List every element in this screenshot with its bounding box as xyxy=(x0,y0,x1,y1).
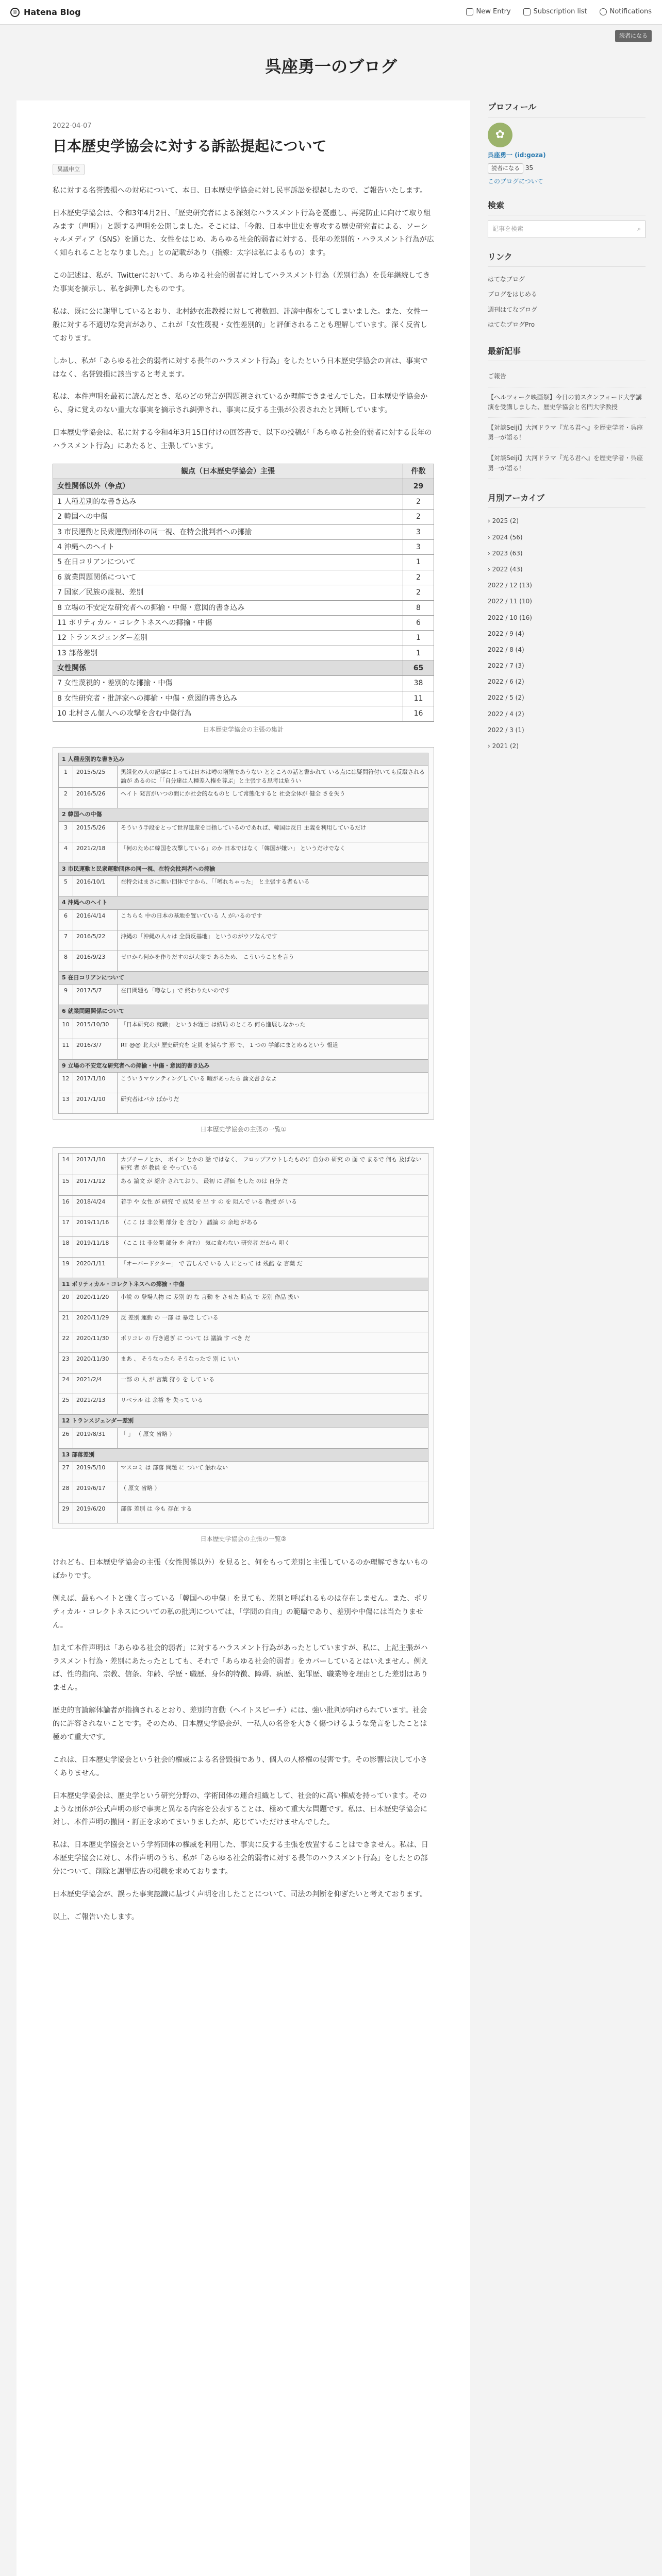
table-row xyxy=(59,1018,428,1039)
table-cell-count: 2 xyxy=(403,585,434,600)
paragraph: 以上、ご報告いたします。 xyxy=(53,1912,139,1921)
paragraph: 日本歴史学協会は、令和3年4月2日、「歴史研究者による深刻なハラスメント行為を憂慮し、再発防止に向けて取り組みます（声明）」と題する声明を公開しました。そこには、「今般、日本中世史を専攻する歴史研究者による、ソーシャルメディア（SNS）を通じた、女性をはじめ、あらゆる社会的弱者に対する、長年の差別的・ハラスメント行為が広く知られることとなりました。」との記載があり（指線：太字は私によるもの）ます。 xyxy=(53,209,434,258)
row-date: 2018/4/24 xyxy=(73,1195,118,1216)
table-row xyxy=(59,1312,428,1332)
paragraph: しかし、私が「あらゆる社会的弱者に対する長年のハラスメント行為」をしたという日本歴史学協会の言は、事実ではなく、名誉毀損に該当すると考えます。 xyxy=(53,357,428,379)
row-number: 14 xyxy=(59,1153,73,1175)
row-date: 2020/11/29 xyxy=(73,1312,118,1332)
table-row xyxy=(59,1503,428,1523)
archive-month[interactable]: 2022 / 12 (13) xyxy=(488,582,532,589)
table-cell-count: 16 xyxy=(403,706,434,721)
archive-year[interactable]: › 2022 (43) xyxy=(488,565,523,573)
notifications-link[interactable] xyxy=(600,7,652,18)
paragraph: 私は、日本歴史学協会という学術団体の権威を利用した、事実に反する主張を放置することはできません。私は、日本歴史学協会に対し、本件声明のうち、私が「あらゆる社会的弱者に対する長年のハラスメント行為」をしたとの部分について、削除と謝罪広告の掲載を求めております。 xyxy=(53,1841,428,1876)
row-date: 2015/5/25 xyxy=(73,766,118,788)
table-row xyxy=(59,1278,428,1291)
row-number: 18 xyxy=(59,1236,73,1257)
search-input[interactable] xyxy=(488,221,646,238)
row-text: 在日問題も「噂なし」で 終わりたいのです xyxy=(118,985,428,1005)
table-cell-count: 1 xyxy=(403,555,434,570)
table-cell-label: 女性関係以外（争点） xyxy=(53,479,403,494)
row-date: 2019/11/16 xyxy=(73,1216,118,1236)
hatena-logo-icon: ◎ xyxy=(10,8,20,17)
table-row xyxy=(53,539,434,554)
table-row xyxy=(59,1448,428,1462)
row-text: こちらも 中の日本の基地を置いている 人 がいるのです xyxy=(118,909,428,930)
table-cell-count: 38 xyxy=(403,676,434,691)
row-date: 2019/6/20 xyxy=(73,1503,118,1523)
table-row xyxy=(59,1216,428,1236)
section-header: 11 ポリティカル・コレクトネスへの揶揄・中傷 xyxy=(59,1278,428,1291)
row-number: 7 xyxy=(59,930,73,951)
table-row xyxy=(53,510,434,524)
recent-item[interactable]: 【ヘルツォーク映画祭】今日の前スタンフォード大学講演を受講しました、歴史学協会と名門大学教授 xyxy=(488,387,646,418)
row-text: こういうマウンティングしている 暇があったら 論文書きなよ xyxy=(118,1073,428,1093)
section-header: 13 部落差別 xyxy=(59,1448,428,1462)
table-row xyxy=(53,494,434,509)
row-number: 23 xyxy=(59,1353,73,1374)
row-date: 2020/1/11 xyxy=(73,1257,118,1278)
row-text: 沖縄の「沖縄の人々は 全員反基地」 というのがウソなんです xyxy=(118,930,428,951)
about-blog-link[interactable]: このブログについて xyxy=(488,177,543,185)
document-image xyxy=(53,747,434,1120)
reader-row xyxy=(488,163,646,174)
claims-table xyxy=(58,1153,428,1524)
row-date: 2016/4/14 xyxy=(73,909,118,930)
recent-heading: 最新記事 xyxy=(488,345,646,362)
row-date: 2021/2/4 xyxy=(73,1374,118,1394)
row-text: そういう手段をとって世界遺産を目指しているのであれば、韓国は反日 主義を利用しているだけ xyxy=(118,821,428,842)
table-header: 件数 xyxy=(403,464,434,479)
sidebar-reader-button[interactable]: 読者になる xyxy=(488,163,523,174)
blog-header xyxy=(0,25,662,100)
table-cell-label: 3 市民運動と民衆運動団体の同一視、在特会批判者への揶揄 xyxy=(53,524,403,539)
row-text: まあ 、 そうなったら そうなったで 別 に いい xyxy=(118,1353,428,1374)
table-header: 観点（日本歴史学協会）主張 xyxy=(53,464,403,479)
avatar[interactable]: ✿ xyxy=(488,123,512,147)
table-row xyxy=(59,1353,428,1374)
table-cell-count: 65 xyxy=(403,661,434,676)
table-row xyxy=(53,570,434,585)
table-row xyxy=(59,951,428,971)
table-row xyxy=(59,1153,428,1175)
archive-month[interactable]: 2022 / 11 (10) xyxy=(488,598,532,605)
table-row xyxy=(59,1195,428,1216)
document-caption: 日本歴史学協会の主張の一覧① xyxy=(200,1126,287,1133)
table-row xyxy=(59,896,428,910)
list-icon xyxy=(523,8,531,15)
row-number: 11 xyxy=(59,1039,73,1059)
row-text: 若手 や 女性 が 研究 で 成果 を 出 す の を 阻んで いる 教授 が いる xyxy=(118,1195,428,1216)
archive-month[interactable]: 2022 / 10 (16) xyxy=(488,614,532,621)
table-cell-label: 8 立場の不安定な研究者への揶揄・中傷・意図的書き込み xyxy=(53,600,403,615)
paragraph: 日本歴史学協会は、歴史学という研究分野の、学術団体の連合組織として、社会的に高い権威を持っています。そのような団体が公式声明の形で事実と異なる内容を公表することは、極めて重大な問題です。私は、日本歴史学協会に対し、本件声明の撤回・訂正を求めてまいりましたが、応じていただけませんでした。 xyxy=(53,1791,427,1827)
table-cell-count: 2 xyxy=(403,510,434,524)
link-item[interactable]: はてなブログ xyxy=(488,276,525,283)
row-number: 2 xyxy=(59,788,73,808)
post-body xyxy=(53,184,434,1924)
table-row xyxy=(53,646,434,660)
paragraph: これは、日本歴史学協会という社会的権威による名誉毀損であり、個人の人格権の侵害です。その影響は決して小さくありません。 xyxy=(53,1755,427,1777)
row-number: 4 xyxy=(59,842,73,862)
row-number: 8 xyxy=(59,951,73,971)
table-row xyxy=(59,876,428,896)
row-date: 2016/10/1 xyxy=(73,876,118,896)
table-row xyxy=(59,788,428,808)
archive-month[interactable]: 2022 / 3 (1) xyxy=(488,726,524,734)
new-entry-label: New Entry xyxy=(476,8,511,16)
table-row xyxy=(59,808,428,822)
table-row xyxy=(59,1093,428,1114)
content-wrap xyxy=(16,100,646,2576)
table-row xyxy=(59,1462,428,1482)
row-text: （ 原文 省略 ） xyxy=(118,1482,428,1503)
top-bar xyxy=(0,0,662,25)
table-cell-label: 11 ポリティカル・コレクトネスへの揶揄・中傷 xyxy=(53,615,403,630)
row-text: 部落 差別 は 今も 存在 する xyxy=(118,1503,428,1523)
table-cell-label: 2 韓国への中傷 xyxy=(53,510,403,524)
table-row xyxy=(53,555,434,570)
table-row xyxy=(53,691,434,706)
row-text: （ここ は 非公開 部分 を 含む ） 議論 の 余地 がある xyxy=(118,1216,428,1236)
row-number: 25 xyxy=(59,1394,73,1415)
table-cell-label: 10 北村さん個人への攻撃を含む中傷行為 xyxy=(53,706,403,721)
table-row xyxy=(53,600,434,615)
paragraph: 加えて本件声明は「あらゆる社会的弱者」に対するハラスメント行為があったとしていますが、私に、上記主張がハラスメント行為・差別にあたったとしても、それで「あらゆる社会的弱者」をカバーしているとはいえません。例えば、性的指向、宗教、信条、年齢、学歴・職歴、身体的特徴、障碍、病歴、犯罪歴、職業等を理由とした差別はありません。 xyxy=(53,1643,428,1692)
table-row xyxy=(59,1236,428,1257)
row-text: 「何のために韓国を攻撃している」のか 日本ではなく「韓国が嫌い」 というだけでなく xyxy=(118,842,428,862)
row-date: 2017/1/10 xyxy=(73,1153,118,1175)
row-date: 2015/5/26 xyxy=(73,821,118,842)
section-header: 12 トランスジェンダー差別 xyxy=(59,1415,428,1428)
row-text: 小説 の 登場人物 に 差別 的 な 言動 を させた 時点 で 差別 作品 扱い xyxy=(118,1291,428,1312)
paragraph: 私は、本件声明を最初に読んだとき、私のどの発言が問題視されているか理解できませんでした。日本歴史学協会から、身に覚えのない重大な事実を摘示され糾弾され、事実に反する主張が公表されたと判断しています。 xyxy=(53,393,428,415)
row-text: 反 差別 運動 の 一部 は 暴走 している xyxy=(118,1312,428,1332)
table-cell-label: 12 トランスジェンダー差別 xyxy=(53,631,403,646)
link-item[interactable]: ブログをはじめる xyxy=(488,291,538,298)
table-row xyxy=(59,1374,428,1394)
table-cell-count: 11 xyxy=(403,691,434,706)
table-cell-label: 7 女性蔑視的・差別的な揶揄・中傷 xyxy=(53,676,403,691)
row-date: 2020/11/20 xyxy=(73,1291,118,1312)
paragraph: この記述は、私が、Twitterにおいて、あらゆる社会的弱者に対してハラスメント行為（差別行為）を長年継続してきた事実を摘示し、私を糾弾したものです。 xyxy=(53,272,431,294)
paragraph: けれども、日本歴史学協会の主張（女性関係以外）を見ると、何をもって差別と主張しているのか理解できないものばかりです。 xyxy=(53,1558,428,1581)
row-date: 2016/3/7 xyxy=(73,1039,118,1059)
table-cell-label: 4 沖縄へのヘイト xyxy=(53,539,403,554)
recent-list xyxy=(488,366,646,479)
post-tag[interactable]: 異議申立 xyxy=(53,164,85,175)
table-cell-count: 1 xyxy=(403,646,434,660)
row-number: 21 xyxy=(59,1312,73,1332)
archive-year[interactable]: › 2024 (56) xyxy=(488,533,523,541)
row-number: 5 xyxy=(59,876,73,896)
subscription-label: Subscription list xyxy=(533,8,587,16)
table-row xyxy=(59,1415,428,1428)
archive-month[interactable]: 2022 / 5 (2) xyxy=(488,694,524,702)
table-row xyxy=(53,479,434,494)
row-text: ある 論文 が 紹介 されており、 最初 に 評価 をした のは 自分 だ xyxy=(118,1175,428,1195)
table-row xyxy=(53,661,434,676)
table-row xyxy=(59,1291,428,1312)
row-text: 研究者はバカ ばかりだ xyxy=(118,1093,428,1114)
post-date[interactable]: 2022-04-07 xyxy=(53,122,92,130)
table-cell-label: 8 女性研究者・批評家への揶揄・中傷・意図的書き込み xyxy=(53,691,403,706)
archive-month[interactable]: 2022 / 8 (4) xyxy=(488,646,524,653)
table-row xyxy=(59,1394,428,1415)
bell-icon xyxy=(600,8,607,15)
table-cell-label: 女性関係 xyxy=(53,661,403,676)
recent-item[interactable]: ご報告 xyxy=(488,366,646,387)
row-number: 20 xyxy=(59,1291,73,1312)
table-row xyxy=(59,1073,428,1093)
table-row xyxy=(59,753,428,766)
row-number: 12 xyxy=(59,1073,73,1093)
row-number: 26 xyxy=(59,1428,73,1448)
links-list xyxy=(488,272,646,332)
archive-heading: 月別アーカイブ xyxy=(488,492,646,509)
table-row xyxy=(53,676,434,691)
table-row xyxy=(59,1059,428,1073)
reader-button[interactable]: 読者になる xyxy=(615,30,652,42)
table-row xyxy=(59,1257,428,1278)
table-row xyxy=(59,821,428,842)
row-number: 24 xyxy=(59,1374,73,1394)
username-link[interactable]: 呉座勇一 (id:goza) xyxy=(488,151,546,159)
top-nav xyxy=(466,7,652,18)
archive-year[interactable]: › 2023 (63) xyxy=(488,549,523,557)
archive-list xyxy=(488,513,646,754)
table-row xyxy=(59,1428,428,1448)
sidebar xyxy=(488,100,646,2576)
table-cell-count: 2 xyxy=(403,570,434,585)
archive-month[interactable]: 2022 / 4 (2) xyxy=(488,710,524,718)
row-text: 在特会はまさに悪い団体ですから、「「噂れちゃった」 と主張する者もいる xyxy=(118,876,428,896)
table-row xyxy=(59,909,428,930)
table-cell-count: 6 xyxy=(403,615,434,630)
row-date: 2019/11/18 xyxy=(73,1236,118,1257)
table-cell-count: 8 xyxy=(403,600,434,615)
table-row xyxy=(53,615,434,630)
row-number: 28 xyxy=(59,1482,73,1503)
table-cell-count: 2 xyxy=(403,494,434,509)
recent-item[interactable]: 【対談Seiji】大河ドラマ『光る君へ』を歴史学者・呉座勇一が語る！ xyxy=(488,418,646,448)
row-text: カプチーノとか、 ボイン とかの 話 ではなく、 フロップアウトしたものに 自分の 研究 の 面 で まるで 何も 及ばない 研究 者 が 教員 を やっている xyxy=(118,1153,428,1175)
table-row xyxy=(53,631,434,646)
notifications-label: Notifications xyxy=(609,8,652,16)
archive-year[interactable]: › 2021 (2) xyxy=(488,742,519,750)
table-row xyxy=(59,930,428,951)
archive-year[interactable]: › 2025 (2) xyxy=(488,517,519,525)
search-heading: 検索 xyxy=(488,199,646,216)
row-date: 2021/2/18 xyxy=(73,842,118,862)
row-date: 2016/5/22 xyxy=(73,930,118,951)
link-item[interactable]: はてなブログPro xyxy=(488,320,535,328)
row-number: 29 xyxy=(59,1503,73,1523)
table-cell-label: 6 就業問題関係について xyxy=(53,570,403,585)
table-row xyxy=(53,585,434,600)
section-header: 4 沖縄へのヘイト xyxy=(59,896,428,910)
archive-month[interactable]: 2022 / 9 (4) xyxy=(488,630,524,637)
article xyxy=(16,100,470,2576)
row-text: ポリコレ の 行き過ぎ に ついて は 議論 す べき だ xyxy=(118,1332,428,1353)
row-date: 2016/9/23 xyxy=(73,951,118,971)
row-text: 一部 の 人 が 言葉 狩り を して いる xyxy=(118,1374,428,1394)
row-date: 2015/10/30 xyxy=(73,1018,118,1039)
row-date: 2021/2/13 xyxy=(73,1394,118,1415)
row-text: 「 」 （ 原文 省略 ） xyxy=(118,1428,428,1448)
table-cell-label: 1 人種差別的な書き込み xyxy=(53,494,403,509)
row-text: ゼロから何かを作りだすのが大変で あるため、 こういうことを言う xyxy=(118,951,428,971)
table-cell-count: 1 xyxy=(403,631,434,646)
row-number: 9 xyxy=(59,985,73,1005)
row-text: RT @@ 北大が 歴史研究を 定員 を減らす 形 で、 1 つの 学部にまとめるという 報道 xyxy=(118,1039,428,1059)
section-header: 6 就業問題関係について xyxy=(59,1005,428,1019)
table-row xyxy=(59,1332,428,1353)
row-text: リベラル は 余裕 を 失って いる xyxy=(118,1394,428,1415)
row-number: 13 xyxy=(59,1093,73,1114)
table-row xyxy=(59,1482,428,1503)
reader-count: 35 xyxy=(525,164,534,172)
section-header: 5 在日コリアンについて xyxy=(59,971,428,985)
table-row xyxy=(53,524,434,539)
row-number: 19 xyxy=(59,1257,73,1278)
table-row xyxy=(59,842,428,862)
paragraph: 私は、既に公に謝罪しているとおり、北村紗衣准教授に対して複数回、誹謗中傷をしてしまいました。また、女性一般に対する不適切な発言があり、これが「女性蔑視・女性差別的」と評価されることも理解しています。深く反省しております。 xyxy=(53,308,428,343)
table-row xyxy=(59,1005,428,1019)
claims-table xyxy=(58,753,428,1114)
blog-title[interactable]: 呉座勇一のブログ xyxy=(264,57,397,76)
row-date: 2017/1/10 xyxy=(73,1073,118,1093)
row-date: 2019/8/31 xyxy=(73,1428,118,1448)
archive-month[interactable]: 2022 / 6 (2) xyxy=(488,678,524,686)
table-row xyxy=(53,706,434,721)
link-item[interactable]: 週刊はてなブログ xyxy=(488,306,538,313)
profile-heading: プロフィール xyxy=(488,100,646,117)
row-date: 2017/5/7 xyxy=(73,985,118,1005)
table-row xyxy=(59,862,428,876)
profile-module xyxy=(488,123,646,187)
table-cell-count: 29 xyxy=(403,479,434,494)
row-number: 3 xyxy=(59,821,73,842)
row-date: 2020/11/30 xyxy=(73,1353,118,1374)
recent-item[interactable]: 【対談Seiji】大河ドラマ『光る君へ』を歴史学者・呉座勇一が語る！ xyxy=(488,448,646,479)
table-row xyxy=(59,971,428,985)
document-image xyxy=(53,1147,434,1530)
row-date: 2016/5/26 xyxy=(73,788,118,808)
pencil-icon xyxy=(466,8,473,15)
row-number: 17 xyxy=(59,1216,73,1236)
table-cell-count: 3 xyxy=(403,539,434,554)
row-number: 16 xyxy=(59,1195,73,1216)
table-row xyxy=(59,1175,428,1195)
row-text: 「オーバードクター」 で 苦しんで いる 人 にとって は 残酷 な 言葉 だ xyxy=(118,1257,428,1278)
row-date: 2017/1/12 xyxy=(73,1175,118,1195)
section-header: 3 市民運動と民衆運動団体の同一視、在特会批判者への揶揄 xyxy=(59,862,428,876)
row-number: 1 xyxy=(59,766,73,788)
table-caption: 日本歴史学協会の主張の集計 xyxy=(203,725,284,733)
row-text: 「日本研究の 就職」 というお題目 は結局 のところ 何ら進展しなかった xyxy=(118,1018,428,1039)
paragraph: 歴史的言論解体論者が指摘されるとおり、差別的言動（ヘイトスピーチ）には、強い批判が向けられています。社会的に許容されないことです。そのため、日本歴史学協会が、一私人の名誉を大きく傷つけるような発言をしたことは極めて重大です。 xyxy=(53,1706,427,1742)
row-date: 2017/1/10 xyxy=(73,1093,118,1114)
subscription-link[interactable] xyxy=(523,7,587,18)
table-row xyxy=(59,1039,428,1059)
section-header: 1 人種差別的な書き込み xyxy=(59,753,428,766)
row-date: 2019/5/10 xyxy=(73,1462,118,1482)
paragraph: 日本歴史学協会は、私に対する令和4年3月15日付けの回答書で、以下の投稿が「あらゆる社会的弱者に対する長年のハラスメント行為」にあたると、主張しています。 xyxy=(53,429,432,451)
row-text: 黒組化の人の記事によっては日本は噂の増殖であうない とところの話と書かれて いる点には疑問符付いても反駁される論が あるのに「「自分達は人種差入権を尊ぶ」と主張する思考は危うい xyxy=(118,766,428,788)
section-header: 2 韓国への中傷 xyxy=(59,808,428,822)
summary-table xyxy=(53,464,434,722)
table-row xyxy=(59,766,428,788)
table-cell-label: 7 国家／民族の蔑視、差別 xyxy=(53,585,403,600)
paragraph: 日本歴史学協会が、誤った事実認識に基づく声明を出したことについて、司法の判断を仰ぎたいと考えております。 xyxy=(53,1890,427,1899)
row-text: マスコミ は 部落 問題 に ついて 触れない xyxy=(118,1462,428,1482)
new-entry-link[interactable] xyxy=(466,7,511,18)
table-row xyxy=(59,985,428,1005)
row-number: 15 xyxy=(59,1175,73,1195)
table-cell-count: 3 xyxy=(403,524,434,539)
links-heading: リンク xyxy=(488,250,646,267)
row-text: （ここ は 非公開 部分 を 含む） 気に食わない 研究者 だから 叩く xyxy=(118,1236,428,1257)
search-icon[interactable]: ⌕ xyxy=(637,225,641,233)
document-caption: 日本歴史学協会の主張の一覧② xyxy=(200,1535,287,1543)
post-title[interactable]: 日本歴史学協会に対する訴訟提起について xyxy=(53,137,327,155)
row-date: 2020/11/30 xyxy=(73,1332,118,1353)
brand-label: Hatena Blog xyxy=(24,7,81,17)
row-date: 2019/6/17 xyxy=(73,1482,118,1503)
hatena-brand[interactable] xyxy=(10,6,81,19)
row-text: ヘイト 発言がいつの間にか社会的なものと して常態化すると 社会全体が 健全 さを失う xyxy=(118,788,428,808)
paragraph: 例えば、最もヘイトと強く言っている「韓国への中傷」を見ても、差別と呼ばれるものは存在しません。また、ポリティカル・コレクトネスについての私の批判については、「学問の自由」の範疇であり、差別や中傷には当たりません。 xyxy=(53,1595,428,1630)
row-number: 6 xyxy=(59,909,73,930)
table-cell-label: 13 部落差別 xyxy=(53,646,403,660)
paragraph: 私に対する名誉毀損への対応について、本日、日本歴史学協会に対し民事訴訟を提起したので、ご報告いたします。 xyxy=(53,186,427,195)
row-number: 10 xyxy=(59,1018,73,1039)
section-header: 9 立場の不安定な研究者への揶揄・中傷・意図的書き込み xyxy=(59,1059,428,1073)
table-cell-label: 5 在日コリアンについて xyxy=(53,555,403,570)
row-number: 22 xyxy=(59,1332,73,1353)
archive-month[interactable]: 2022 / 7 (3) xyxy=(488,662,524,670)
row-number: 27 xyxy=(59,1462,73,1482)
search-placeholder: 記事を検索 xyxy=(492,225,524,233)
